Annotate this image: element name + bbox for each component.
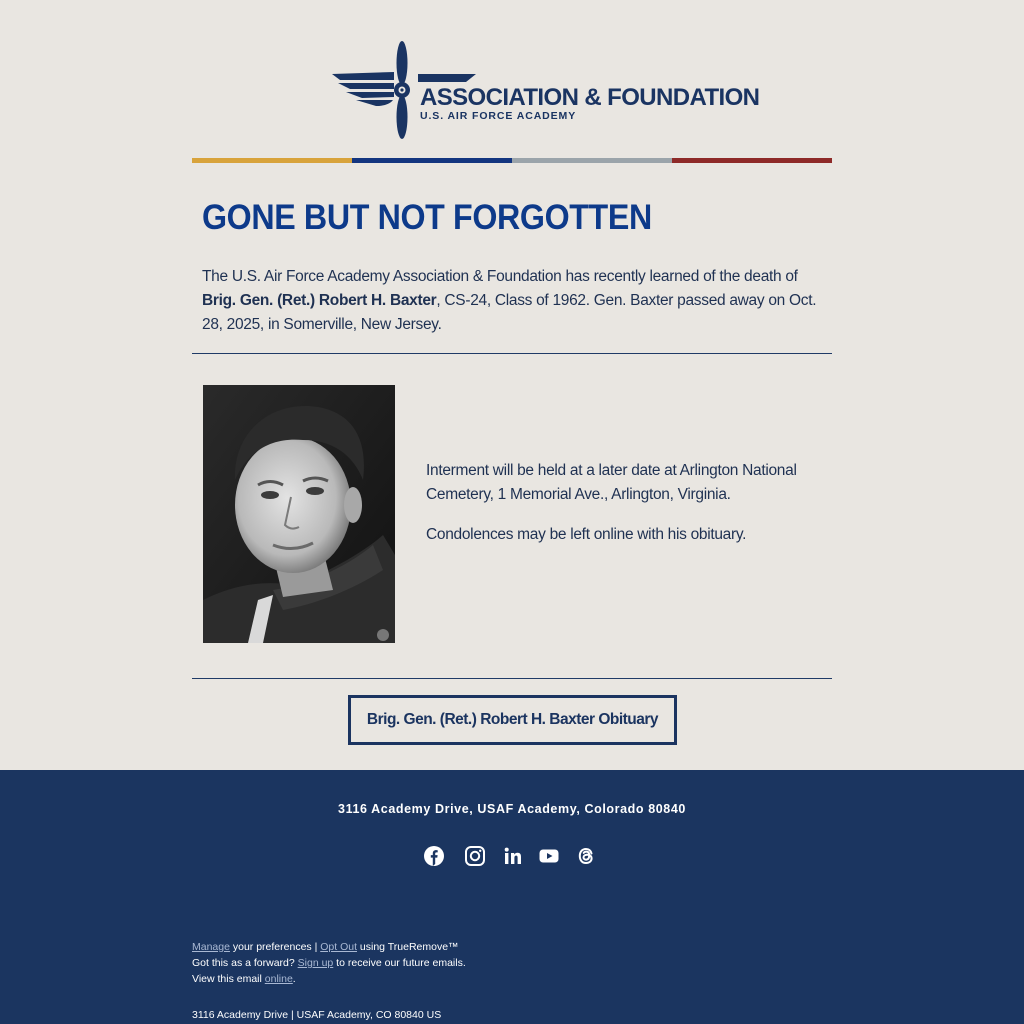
youtube-icon[interactable] (537, 844, 561, 868)
email-header (0, 34, 1024, 144)
obituary-button[interactable]: Brig. Gen. (Ret.) Robert H. Baxter Obituary (348, 695, 677, 745)
linkedin-icon[interactable] (501, 844, 525, 868)
portrait-photo (203, 385, 395, 643)
view-online-line (192, 971, 466, 987)
view-online-link[interactable]: online (264, 973, 293, 985)
manage-link[interactable]: Manage (192, 941, 230, 953)
email-footer (0, 770, 1024, 1024)
signup-text: to receive our future emails. (333, 957, 466, 969)
portrait-image (203, 385, 395, 643)
right-wing-bar-icon (418, 74, 488, 84)
footer-address: 3116 Academy Drive, USAF Academy, Colorado 80840 (338, 802, 686, 816)
instagram-icon[interactable] (463, 844, 487, 868)
condolences-text: Condolences may be left online with his obituary. (426, 526, 747, 543)
manage-text: your preferences | (229, 941, 321, 953)
divider-bottom (192, 678, 832, 679)
footer-postal-address: 3116 Academy Drive | USAF Academy, CO 80840 US (192, 1009, 442, 1021)
intro-text-start: The U.S. Air Force Academy Association & Foundation has recently learned of the death of (202, 268, 798, 285)
deceased-name: Brig. Gen. (Ret.) Robert H. Baxter (202, 292, 437, 309)
intro-paragraph (202, 265, 817, 337)
facebook-icon[interactable] (422, 844, 446, 868)
interment-text: Interment will be held at a later date at Arlington National Cemetery, 1 Memorial Ave., Arlington, Virginia. (426, 462, 797, 503)
forward-line (192, 955, 466, 971)
sign-up-link[interactable]: Sign up (297, 957, 334, 969)
stripe-blue (352, 158, 512, 163)
logo-title: ASSOCIATION & FOUNDATION (420, 84, 760, 111)
association-logo[interactable] (332, 38, 760, 142)
propeller-wing-emblem-icon (332, 38, 422, 142)
intro-text-end: , CS-24, Class of 1962. Gen. Baxter passed away on Oct. 28, 2025, in Somerville, New Jersey. (202, 292, 817, 333)
view-end: . (292, 973, 296, 985)
stripe-gold (192, 158, 352, 163)
footer-preferences (192, 939, 466, 987)
logo-subtitle: U.S. AIR FORCE ACADEMY (420, 110, 577, 122)
color-stripe-divider (192, 158, 832, 163)
forward-text: Got this as a forward? (192, 957, 298, 969)
stripe-red (672, 158, 832, 163)
view-text: View this email (192, 973, 265, 985)
threads-icon[interactable] (574, 844, 598, 868)
opt-out-link[interactable]: Opt Out (320, 941, 357, 953)
divider-top (192, 353, 832, 354)
optout-text: using TrueRemove™ (357, 941, 459, 953)
stripe-gray (512, 158, 672, 163)
page-title: GONE BUT NOT FORGOTTEN (202, 198, 652, 237)
manage-line (192, 939, 466, 955)
